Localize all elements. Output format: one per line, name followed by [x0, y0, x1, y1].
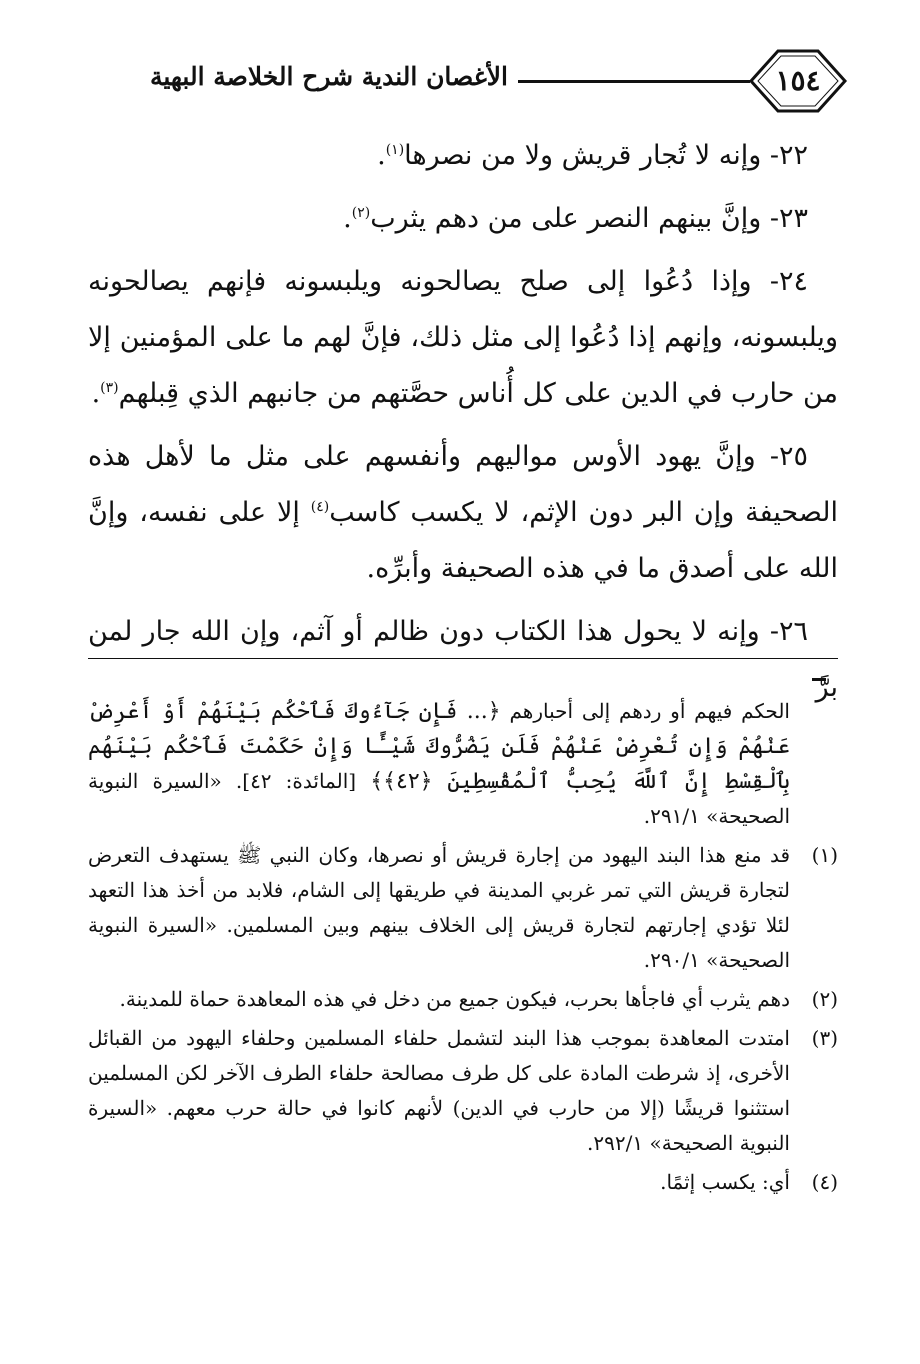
- book-title: الأغصان الندية شرح الخلاصة البهية: [149, 62, 508, 91]
- footnote-ref: (٤): [310, 499, 330, 515]
- article-22: [88, 128, 838, 184]
- page-number: ١٥٤: [775, 64, 821, 97]
- footnote-text: الحكم فيهم أو ردهم إلى أحبارهم: [509, 699, 790, 723]
- footnote-citation: [المائدة: ٤٢]. «السيرة النبوية الصحيحة» ٢٩١/١.: [88, 769, 790, 828]
- footnote-number: (٣): [811, 1026, 838, 1050]
- footnote-continued: [88, 694, 838, 834]
- footnote-text: امتدت المعاهدة بموجب هذا البند لتشمل حلفاء المسلمين وحلفاء اليهود من القبائل الأخرى، إذ شرطت المادة على كل طرف مصالحة حلفاء الطرف الآخر لكن المسلمين استثنوا قريشًا (إلا من حارب في الدين) لأنهم كانوا في حالة حرب معهم. «السيرة النبوية الصحيحة» ٢٩٢/١.: [88, 1026, 790, 1155]
- article-24: [88, 254, 838, 422]
- article-text: ٢٥- وإنَّ يهود الأوس مواليهم وأنفسهم على مثل ما لأهل هذه الصحيفة وإن البر دون الإثم، لا يكسب كاسب: [88, 441, 838, 528]
- footnote-text: قد منع هذا البند اليهود من إجارة قريش أو نصرها، وكان النبي ﷺ يستهدف التعرض لتجارة قريش التي تمر غربي المدينة في طريقها إلى الشام، فلابد من أخذ هذا التعهد لئلا تؤدي إجارتهم لتجارة قريش إلى الخلاف بينهم وبين المسلمين. «السيرة النبوية الصحيحة» ٢٩٠/١.: [88, 843, 790, 972]
- continuation-mark: [812, 678, 826, 681]
- footnote-2: [88, 982, 838, 1017]
- footnote-4: [88, 1165, 838, 1200]
- footnotes: [88, 694, 838, 1204]
- page-number-badge: [748, 48, 848, 114]
- header-rule: [518, 80, 750, 83]
- article-tail: إلا على نفسه، وإنَّ الله على أصدق ما في هذه الصحيفة وأبرِّه.: [88, 497, 838, 584]
- footnote-number: (٢): [811, 987, 838, 1011]
- footnote-ref: (٣): [100, 380, 119, 396]
- footnote-number: (١): [811, 843, 838, 867]
- footnote-text: أي: يكسب إثمًا.: [660, 1170, 790, 1194]
- running-header: [0, 44, 920, 124]
- article-23: [88, 191, 838, 247]
- article-tail: .: [343, 203, 352, 234]
- footnote-ref: (١): [385, 142, 405, 158]
- article-tail: .: [91, 378, 101, 409]
- footnote-divider: [88, 658, 838, 659]
- footnote-text: دهم يثرب أي فاجأها بحرب، فيكون جميع من دخل في هذه المعاهدة حماة للمدينة.: [119, 987, 790, 1011]
- article-text: ٢٦- وإنه لا يحول هذا الكتاب دون ظالم أو آثم، وإن الله جار لمن برَّ: [88, 616, 838, 703]
- footnote-number: (٤): [811, 1170, 838, 1194]
- main-text: [88, 128, 838, 723]
- footnote-ref: (٢): [351, 205, 371, 221]
- article-text: ٢٢- وإنه لا تُجار قريش ولا من نصرها: [404, 140, 808, 171]
- article-text: ٢٤- وإذا دُعُوا إلى صلح يصالحونه ويلبسونه فإنهم يصالحونه ويلبسونه، وإنهم إذا دُعُوا إلى مثل ذلك، فإنَّ لهم ما على المؤمنين إلا من حارب في الدين على كل أُناس حصَّتهم من جانبهم الذي قِبلهم: [88, 266, 838, 409]
- article-25: [88, 429, 838, 597]
- footnote-3: [88, 1021, 838, 1161]
- article-text: ٢٣- وإنَّ بينهم النصر على من دهم يثرب: [370, 203, 808, 234]
- article-tail: .: [377, 140, 386, 171]
- quran-verse: ﴿... فَإِن جَآءُوكَ فَٱحْكُم بَيْنَهُمْ أَوْ أَعْرِضْ عَنْهُمْ وَإِن تُعْرِضْ عَنْهُمْ فَلَن يَضُرُّوكَ شَيْـًٔا وَإِنْ حَكَمْتَ فَٱحْكُم بَيْنَهُم بِٱلْقِسْطِ إِنَّ ٱللَّهَ يُحِبُّ ٱلْمُقْسِطِينَ ﴿٤٢﴾﴾: [88, 699, 790, 794]
- footnote-1: [88, 838, 838, 978]
